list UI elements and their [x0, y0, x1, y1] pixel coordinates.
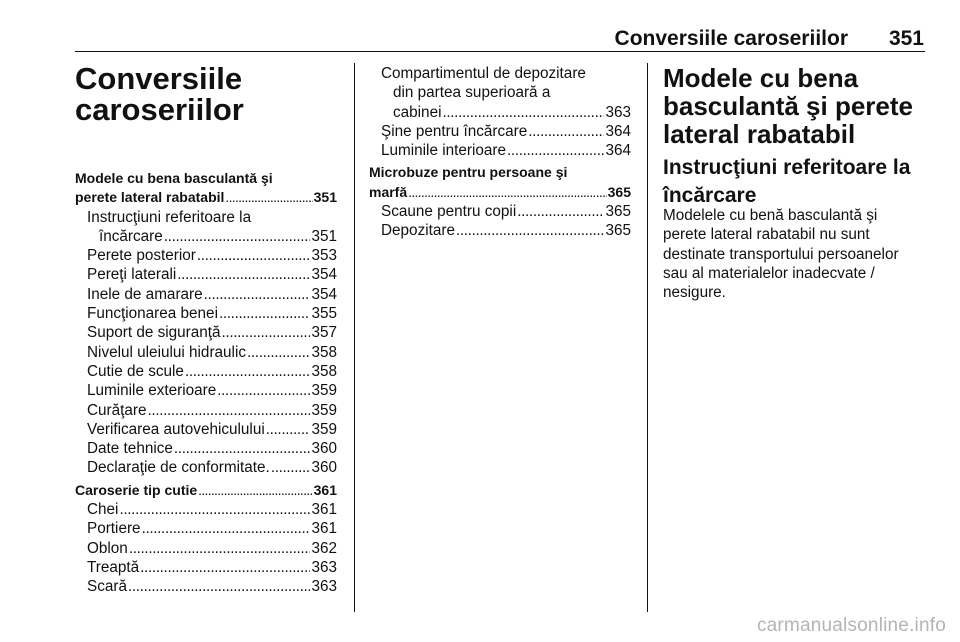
- dot-leader: [198, 481, 312, 500]
- dot-leader: [456, 221, 604, 240]
- toc-entry[interactable]: [75, 577, 337, 596]
- toc-entry-text: marfă: [369, 183, 408, 200]
- body-line: Modelele cu benă basculantă şi: [663, 207, 878, 224]
- toc-entry[interactable]: [369, 122, 631, 141]
- toc-entry-text: Date tehnice: [87, 440, 173, 458]
- toc-page-number: 359: [311, 401, 337, 419]
- table-of-contents: [75, 169, 337, 597]
- dot-leader: [517, 202, 604, 221]
- dot-leader: [219, 304, 311, 323]
- toc-entry[interactable]: [75, 401, 337, 420]
- toc-page-number: 360: [311, 440, 337, 458]
- toc-entry-text: Şine pentru încărcare: [381, 122, 528, 140]
- section-title-line: lateral rabatabil: [663, 119, 856, 149]
- toc-entry-text: Curăţare: [87, 401, 147, 419]
- toc-entry-text: perete lateral rabatabil: [75, 189, 225, 206]
- toc-entry-text: Nivelul uleiului hidraulic: [87, 343, 246, 361]
- toc-page-number: 361: [311, 520, 337, 538]
- toc-entry-text: Declaraţie de conformitate.: [87, 459, 270, 477]
- dot-leader: [222, 323, 311, 342]
- toc-entry[interactable]: [75, 519, 337, 538]
- toc-entry-text: Treaptă: [87, 558, 140, 576]
- toc-entry-text: Instrucţiuni referitoare la: [87, 208, 252, 226]
- toc-page-number: 351: [313, 189, 337, 206]
- toc-entry[interactable]: [75, 323, 337, 342]
- toc-section-entry[interactable]: [75, 481, 337, 500]
- dot-leader: [185, 362, 311, 381]
- toc-entry-text: Scaune pentru copii: [381, 203, 517, 221]
- chapter-title: [75, 63, 244, 125]
- toc-entry-text: Caroserie tip cutie: [75, 481, 198, 498]
- dot-leader: [164, 227, 311, 246]
- toc-entry-text: Oblon: [87, 539, 128, 557]
- column-divider-2: [647, 63, 648, 612]
- toc-entry[interactable]: [75, 343, 337, 362]
- toc-page-number: 358: [311, 362, 337, 380]
- toc-page-number: 354: [311, 266, 337, 284]
- toc-page-number: 365: [605, 222, 631, 240]
- body-paragraph: [663, 206, 899, 302]
- toc-entry[interactable]: [75, 381, 337, 400]
- toc-page-number: 359: [311, 420, 337, 438]
- toc-entry[interactable]: [369, 202, 631, 221]
- toc-entry-text: încărcare: [99, 227, 163, 245]
- toc-entry[interactable]: [75, 500, 337, 519]
- toc-entry[interactable]: [75, 265, 337, 284]
- dot-leader: [128, 577, 311, 596]
- toc-entry[interactable]: [75, 208, 337, 247]
- toc-entry-text: Verificarea autovehiculului: [87, 420, 265, 438]
- dot-leader: [204, 285, 311, 304]
- body-line: sau al materialelor inadecvate /: [663, 264, 875, 282]
- dot-leader: [142, 519, 311, 538]
- toc-entry-text: Chei: [87, 501, 119, 519]
- body-line: destinate transportului persoanelor: [663, 245, 899, 263]
- toc-entry-text: Pereţi laterali: [87, 266, 177, 284]
- toc-page-number: 365: [607, 183, 631, 200]
- toc-page-number: 353: [311, 247, 337, 265]
- dot-leader: [442, 103, 604, 122]
- toc-page-number: 362: [311, 539, 337, 557]
- toc-section-entry[interactable]: [369, 163, 631, 202]
- toc-entry-text: Luminile exterioare: [87, 382, 217, 400]
- toc-page-number: 360: [311, 459, 337, 477]
- toc-entry[interactable]: [75, 304, 337, 323]
- section-title-line: Modele cu bena: [663, 63, 859, 93]
- toc-entry-text: din partea superioară a: [393, 84, 551, 102]
- dot-leader: [174, 439, 311, 458]
- toc-entry[interactable]: [75, 362, 337, 381]
- header-rule: [75, 51, 925, 52]
- running-header-title: Conversiile caroseriilor: [614, 27, 848, 50]
- toc-entry[interactable]: [75, 439, 337, 458]
- section-title-line: basculantă şi perete: [663, 91, 913, 121]
- watermark-text: carmanualsonline.info: [756, 615, 946, 636]
- toc-entry[interactable]: [75, 246, 337, 265]
- toc-entry-text: Luminile interioare: [381, 142, 506, 160]
- body-line: nesigure.: [663, 284, 726, 302]
- toc-entry[interactable]: [369, 221, 631, 240]
- toc-entry-text: Compartimentul de depozitare: [381, 65, 586, 82]
- chapter-title-line: Conversiile: [75, 61, 243, 96]
- toc-entry[interactable]: [75, 458, 337, 477]
- toc-entry-text: cabinei: [393, 103, 442, 121]
- toc-entry[interactable]: [75, 558, 337, 577]
- toc-entry[interactable]: [75, 539, 337, 558]
- dot-leader: [140, 558, 310, 577]
- toc-page-number: 351: [311, 227, 337, 245]
- toc-entry-text: Inele de amarare: [87, 285, 203, 303]
- toc-page-number: 364: [605, 122, 631, 140]
- dot-leader: [177, 265, 310, 284]
- dot-leader: [271, 458, 311, 477]
- dot-leader: [225, 188, 312, 207]
- table-of-contents-continued: [369, 64, 631, 241]
- toc-page-number: 355: [311, 305, 337, 323]
- toc-entry-text: Funcţionarea benei: [87, 305, 218, 323]
- toc-page-number: 363: [311, 558, 337, 576]
- dot-leader: [119, 500, 310, 519]
- toc-entry-text: Portiere: [87, 520, 141, 538]
- toc-page-number: 357: [311, 324, 337, 342]
- dot-leader: [266, 420, 311, 439]
- toc-entry[interactable]: [75, 285, 337, 304]
- toc-entry-text: Perete posterior: [87, 247, 196, 265]
- toc-entry[interactable]: [75, 420, 337, 439]
- dot-leader: [507, 141, 604, 160]
- toc-page-number: 364: [605, 142, 631, 160]
- column-divider-1: [354, 63, 355, 612]
- toc-page-number: 354: [311, 285, 337, 303]
- dot-leader: [528, 122, 604, 141]
- toc-entry[interactable]: [369, 141, 631, 160]
- subsection-title: [663, 154, 910, 210]
- subsection-title-line: încărcare: [663, 184, 757, 207]
- toc-page-number: 365: [605, 203, 631, 221]
- section-title: [663, 64, 913, 148]
- dot-leader: [408, 183, 607, 202]
- toc-page-number: 361: [313, 481, 337, 498]
- toc-page-number: 363: [605, 103, 631, 121]
- chapter-title-line: caroseriilor: [75, 92, 244, 127]
- body-line: perete lateral rabatabil nu sunt: [663, 226, 870, 244]
- toc-section-entry[interactable]: [75, 169, 337, 208]
- toc-page-number: 363: [311, 578, 337, 596]
- page-number: 351: [888, 27, 924, 50]
- toc-page-number: 358: [311, 343, 337, 361]
- toc-entry-text: Scară: [87, 578, 127, 596]
- toc-page-number: 359: [311, 382, 337, 400]
- toc-entry[interactable]: [369, 64, 631, 122]
- toc-entry-text: Microbuze pentru persoane şi: [369, 164, 568, 181]
- toc-entry-text: Suport de siguranţă: [87, 324, 221, 342]
- dot-leader: [197, 246, 311, 265]
- dot-leader: [217, 381, 310, 400]
- dot-leader: [148, 401, 311, 420]
- toc-entry-text: Modele cu bena basculantă şi: [75, 170, 273, 186]
- toc-entry-text: Depozitare: [381, 222, 455, 240]
- dot-leader: [129, 539, 311, 558]
- toc-entry-text: Cutie de scule: [87, 362, 184, 380]
- subsection-title-line: Instrucţiuni referitoare la: [663, 156, 911, 179]
- toc-page-number: 361: [311, 501, 337, 519]
- dot-leader: [247, 343, 310, 362]
